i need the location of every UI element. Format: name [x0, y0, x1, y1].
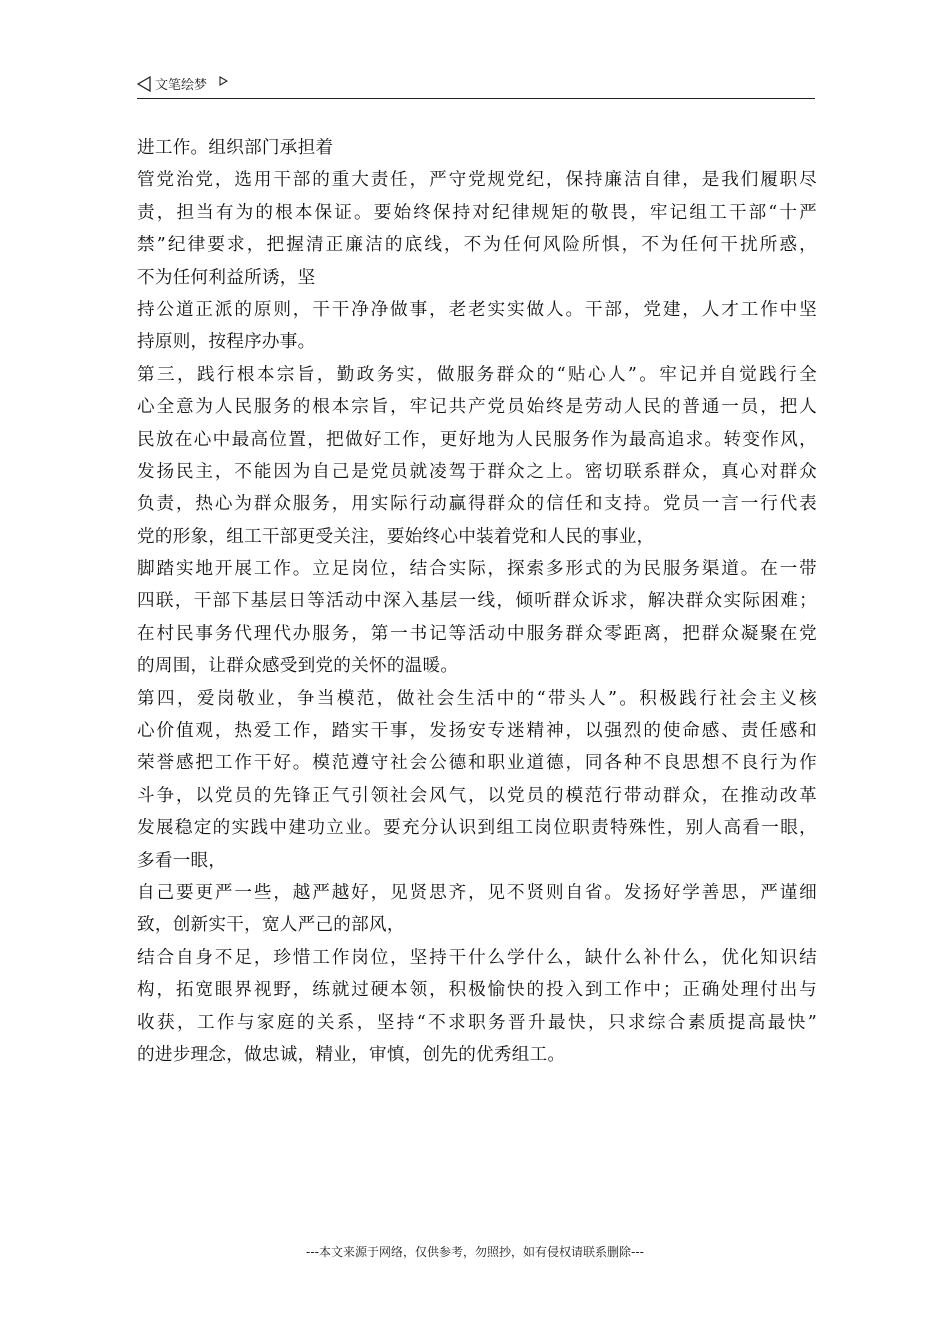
text-line: 四联，干部下基层日等活动中深入基层一线，倾听群众诉求，解决群众实际困难； — [137, 591, 817, 612]
text-line: 管党治党，选用干部的重大责任，严守党规党纪，保持廉洁自律，是我们履职尽 — [137, 170, 817, 191]
text-line: 荣誉感把工作干好。模范遵守社会公德和职业道德，同各种不良思想不良行为作 — [137, 753, 817, 774]
brand-logo — [137, 74, 228, 93]
text-line: 发扬民主，不能因为自己是党员就凌驾于群众之上。密切联系群众，真心对群众 — [137, 461, 817, 482]
text-line: 不为任何利益所诱，坚 — [137, 267, 316, 288]
text-line: 在村民事务代理代办服务，第一书记等活动中服务群众零距离，把群众凝聚在党 — [137, 623, 817, 644]
text-line: 负责，热心为群众服务，用实际行动赢得群众的信任和支持。党员一言一行代表 — [137, 494, 817, 515]
text-line: 第三，践行根本宗旨，勤政务实，做服务群众的“贴心人”。牢记并自觉践行全 — [137, 364, 817, 385]
text-line: 的进步理念，做忠诚，精业，审慎，创先的优秀组工。 — [137, 1044, 566, 1065]
text-line: 持公道正派的原则，干干净净做事，老老实实做人。干部，党建，人才工作中坚 — [137, 299, 817, 320]
text-line: 的周围，让群众感受到党的关怀的温暖。 — [137, 656, 459, 677]
text-line: 结合自身不足，珍惜工作岗位，坚持干什么学什么，缺什么补什么，优化知识结 — [137, 947, 817, 968]
text-line: 收获，工作与家庭的关系，坚持“不求职务晋升最快，只求综合素质提高最快” — [137, 1012, 817, 1033]
text-line: 持原则，按程序办事。 — [137, 332, 316, 353]
text-line: 心全意为人民服务的根本宗旨，牢记共产党员始终是劳动人民的普通一员，把人 — [137, 397, 817, 418]
text-line: 民放在心中最高位置，把做好工作，更好地为人民服务作为最高追求。转变作风， — [137, 429, 817, 450]
text-line: 致，创新实干，宽人严己的部风， — [137, 915, 405, 936]
footer-notice: ---本文来源于网络，仅供参考，勿照抄，如有侵权请联系删除--- — [306, 1245, 644, 1259]
document-body — [137, 132, 817, 1071]
text-line: 脚踏实地开展工作。立足岗位，结合实际，探索多形式的为民服务渠道。在一带 — [137, 559, 817, 580]
text-line: 禁”纪律要求，把握清正廉洁的底线，不为任何风险所惧，不为任何干扰所惑， — [137, 235, 817, 256]
text-line: 构，拓宽眼界视野，练就过硬本领，积极愉快的投入到工作中；正确处理付出与 — [137, 980, 817, 1001]
triangle-left-icon — [137, 76, 151, 92]
text-line: 发展稳定的实践中建功立业。要充分认识到组工岗位职责特殊性，别人高看一眼， — [137, 818, 817, 839]
text-line: 进工作。组织部门承担着 — [137, 138, 334, 158]
text-line: 第四，爱岗敬业，争当模范，做社会生活中的“带头人”。积极践行社会主义核 — [137, 688, 817, 709]
text-line: 斗争，以党员的先锋正气引领社会风气，以党员的模范行带动群众，在推动改革 — [137, 785, 817, 806]
triangle-right-icon — [219, 76, 228, 86]
text-line: 多看一眼， — [137, 850, 227, 871]
brand-name: 文笔绘梦 — [155, 78, 208, 93]
page-header — [137, 74, 815, 99]
text-line: 心价值观，热爱工作，踏实干事，发扬安专迷精神，以强烈的使命感、责任感和 — [137, 721, 817, 742]
text-line: 自己要更严一些，越严越好，见贤思齐，见不贤则自省。发扬好学善思，严谨细 — [137, 882, 817, 903]
text-line: 责，担当有为的根本保证。要始终保持对纪律规矩的敬畏，牢记组工干部“十严 — [137, 202, 817, 223]
text-line: 党的形象，组工干部更受关注，要始终心中装着党和人民的事业， — [137, 526, 655, 547]
